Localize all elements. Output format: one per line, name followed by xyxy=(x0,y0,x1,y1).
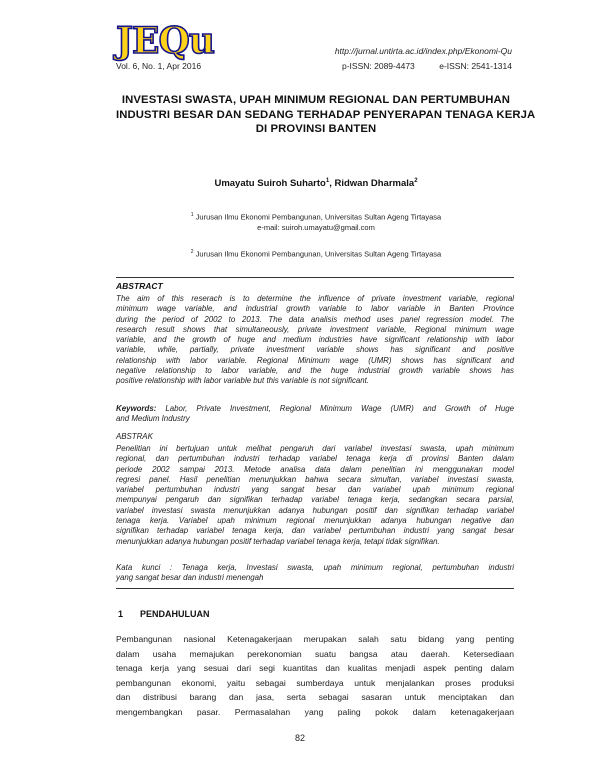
paper-title xyxy=(116,93,536,137)
abstrak-line: tenaga kerja. Variabel upah minimum regional menunjukkan adanya hubungan negative dan xyxy=(116,516,514,526)
author-name: Umayatu Suiroh Suharto xyxy=(214,178,326,190)
body-line: dalam usaha memajukan perekonomian suatu bangsa atau daerah. Ketersediaan xyxy=(116,648,514,659)
kata-kunci xyxy=(116,563,514,584)
body-line: mengembangkan pasar. Permasalahan yang paling pokok dalam ketenagakerjaan xyxy=(116,706,514,717)
journal-logo: JEQu xyxy=(116,20,215,62)
abstract-bottom-rule xyxy=(116,588,514,589)
affiliation-text: Jurusan Ilmu Ekonomi Pembangunan, Universitas Sultan Ageng Tirtayasa xyxy=(193,212,442,222)
abstrak-line: variabel investasi swasta menunjukkan adanya hubungan positif dan signifikan terhadap variabel xyxy=(116,505,514,515)
abstrak-line: mempunyai pengaruh dan signifikan terhadap variabel tenaga kerja, sedangkan secara parsial, xyxy=(116,495,514,505)
abstrak-line: signifikan terhadap variabel tenaga kerja, dan variabel pertumbuhan industri yang sangat besar xyxy=(116,526,514,536)
abstrak-line: menunjukkan adanya hubungan positif terhadap variabel tenaga kerja, tetapi tidak signifikan. xyxy=(116,536,440,546)
affiliation-1 xyxy=(116,210,516,234)
abstrak-line: regresi panel. Hasil penelitian menunjukkan bahwa secara simultan, variabel investasi swasta, xyxy=(116,474,514,484)
abstrak-indonesian xyxy=(116,444,514,547)
abstrak-line: regional, dan pertumbuhan industri terhadap variabel tenaga kerja di provinsi Banten dalam xyxy=(116,454,514,464)
author-email[interactable]: e-mail: suiroh.umayatu@gmail.com xyxy=(257,223,375,232)
abstract-line: positive relationship with labor variable but this variable is not significant. xyxy=(116,376,370,386)
body-line: pembangunan ekonomi, yaitu sebagai sumberdaya untuk menjalankan proses produksi xyxy=(116,677,514,688)
abstrak-line: Penelitian ini bertujuan untuk melihat pengaruh dari variabel investasi swasta, upah minimum xyxy=(116,444,514,453)
abstrak-line: variabel pertumbuhan industri yang sangat besar dan variabel upah minimum regional xyxy=(116,485,514,495)
abstract-line: variable, while, partially, private investment variable shows has significant and positive xyxy=(116,345,514,355)
section-heading xyxy=(118,609,210,619)
author-name: Ridwan Dharmala xyxy=(334,178,415,190)
page-number: 82 xyxy=(294,733,305,743)
journal-url[interactable]: http://jurnal.untirta.ac.id/index.php/Ekonomi-Qu xyxy=(334,46,512,56)
abstract-english xyxy=(116,294,514,387)
section-body xyxy=(116,632,514,720)
abstract-line: variable, and the growth of huge and medium industries have significant relationship with labor xyxy=(116,335,514,345)
title-line: INDUSTRI BESAR DAN SEDANG TERHADAP PENYERAPAN TENAGA KERJA xyxy=(116,108,536,121)
title-line: INVESTASI SWASTA, UPAH MINIMUM REGIONAL DAN PERTUMBUHAN xyxy=(121,94,511,106)
affiliation-text: Jurusan Ilmu Ekonomi Pembangunan, Universitas Sultan Ageng Tirtayasa xyxy=(193,249,442,259)
keywords-text: and Medium Industry xyxy=(116,414,190,424)
author-mark: 1 xyxy=(325,178,330,184)
kata-kunci-line: Kata kunci : Tenaga kerja, Investasi swasta, upah minimum regional, pertumbuhan industri xyxy=(116,563,514,572)
abstract-line: negative relationship to labor variable, and the huge industrial growth variable shows has xyxy=(116,366,514,376)
affiliation-mark: 2 xyxy=(190,249,194,255)
authors xyxy=(116,178,516,189)
abstract-line: relationship with labor variable. Regional Minimum wage (UMR) shows has significant and xyxy=(116,355,514,365)
abstract-line: minimum wage variable, and industrial growth variable to labor variable in Banten Province xyxy=(116,304,514,314)
volume-info: Vol. 6, No. 1, Apr 2016 xyxy=(116,61,202,71)
abstrak-heading: ABSTRAK xyxy=(116,432,153,441)
abstract-top-rule xyxy=(116,277,514,278)
abstract-heading: ABSTRACT xyxy=(116,281,163,291)
title-line: DI PROVINSI BANTEN xyxy=(255,123,377,135)
affiliation-2 xyxy=(116,247,516,260)
p-issn: p-ISSN: 2089-4473 xyxy=(342,61,415,71)
body-line: Pembangunan nasional Ketenagakerjaan merupakan salah satu bidang yang penting xyxy=(116,634,514,644)
section-number: 1 xyxy=(118,609,124,619)
keywords-text: Labor, Private Investment, Regional Minimum Wage (UMR) and Growth of Huge xyxy=(156,404,514,413)
kata-kunci-line: yang sangat besar dan industri menengah xyxy=(116,573,264,583)
author-separator: , xyxy=(329,178,335,190)
abstract-line: during the period of 2002 to 2013. The data analisis method uses panel regression model. The xyxy=(116,314,514,324)
keywords xyxy=(116,404,514,425)
e-issn: e-ISSN: 2541-1314 xyxy=(439,61,512,71)
keywords-label: Keywords: xyxy=(116,404,157,413)
affiliation-mark: 1 xyxy=(190,212,194,218)
abstrak-line: periode 2002 sampai 2013. Metode analisa data dalam penelitian ini menggunakan model xyxy=(116,464,514,474)
abstract-line: research result shows that simultaneously, private investment variable, Regional minimum wage xyxy=(116,324,514,334)
abstract-line: The aim of this reserach is to determine the influence of private investment variable, regional xyxy=(116,294,514,303)
section-title: PENDAHULUAN xyxy=(140,609,210,619)
author-mark: 2 xyxy=(414,178,418,184)
body-line: tenaga kerja yang sesuai dari segi kuantitas dan kualitas menjadi aspek penting dalam xyxy=(116,663,514,674)
body-line: dan distribusi barang dan jasa, serta sebagai sasaran untuk menciptakan dan xyxy=(116,692,514,703)
